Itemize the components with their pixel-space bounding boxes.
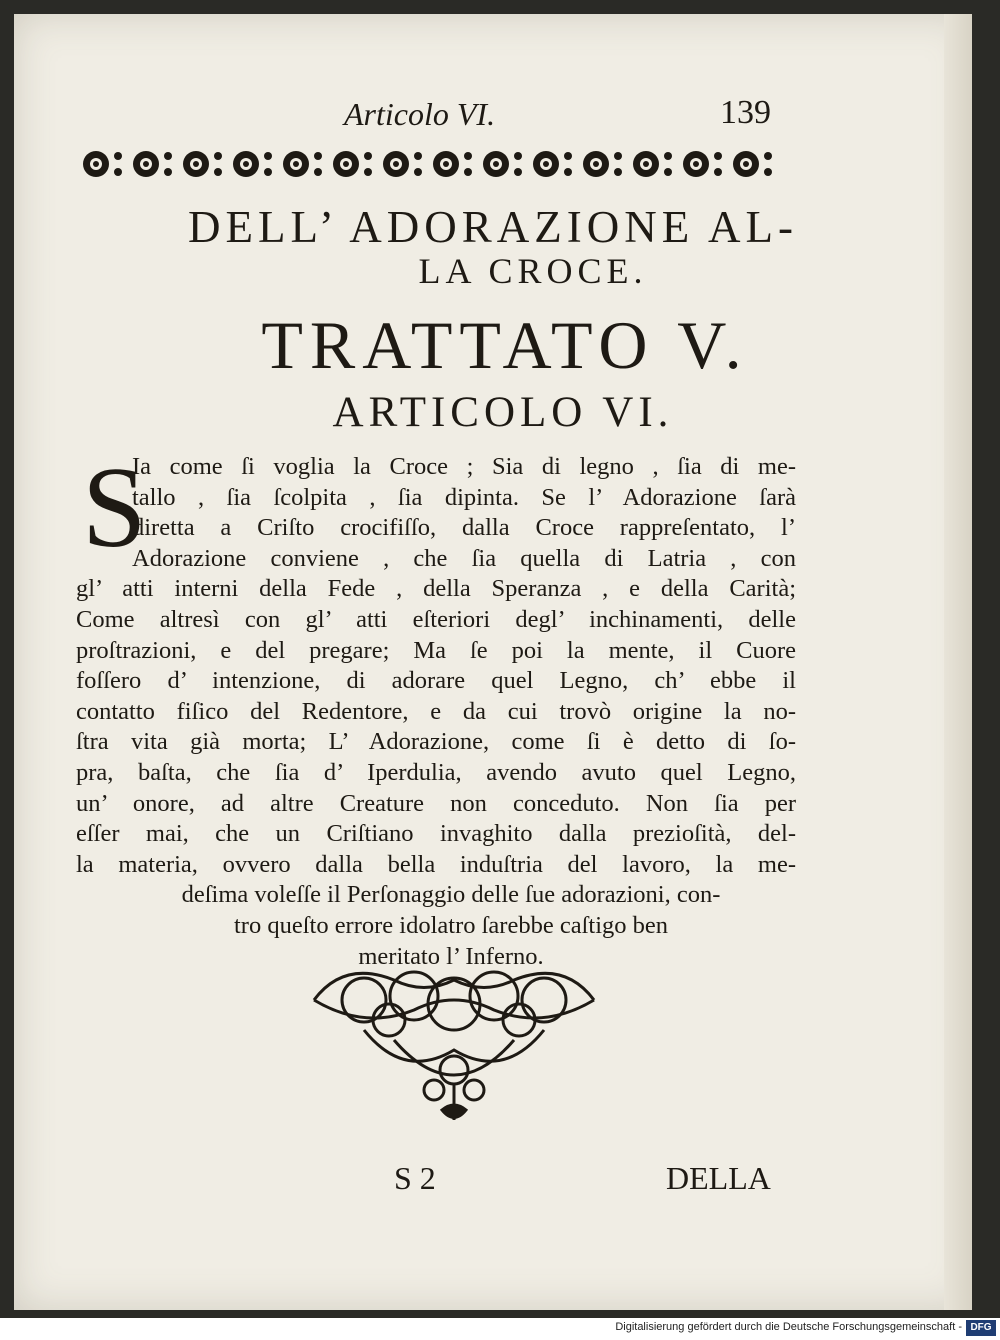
drop-cap: S bbox=[82, 444, 147, 572]
text-line: Ia come ſi voglia la Croce ; Sia di legno , ſia di me- bbox=[132, 453, 796, 480]
text-line: un’ onore, ad altre Creature non conceduto. Non ſia per bbox=[76, 789, 796, 817]
signature-mark: S 2 bbox=[394, 1160, 436, 1196]
text-line: proſtrazioni, e del pregare; Ma ſe poi la mente, il Cuore bbox=[76, 636, 796, 664]
text-line: gl’ atti interni della Fede , della Speranza , e della Carità; bbox=[76, 575, 796, 603]
page-header bbox=[14, 94, 972, 134]
body-text bbox=[76, 444, 796, 972]
text-line: tallo , ſia ſcolpita , ſia dipinta. Se l’ Adorazione ſarà bbox=[132, 483, 796, 511]
text-line: ſtra vita già morta; L’ Adorazione, come ſi è detto di ſo- bbox=[76, 728, 796, 756]
running-title: Articolo VI. bbox=[344, 96, 496, 132]
credit-text: Digitalisierung gefördert durch die Deutsche Forschungsgemeinschaft - bbox=[615, 1321, 962, 1333]
text-line: Come altresì con gl’ atti eſteriori degl’ inchinamenti, delle bbox=[76, 605, 796, 633]
article-heading: ARTICOLO VI. bbox=[332, 389, 674, 436]
text-line: meritato l’ Inferno. bbox=[358, 942, 544, 970]
treatise-heading: TRATTATO V. bbox=[261, 307, 749, 383]
text-line: diretta a Criſto crocifiſſo, dalla Croce rappreſentato, l’ bbox=[132, 514, 796, 542]
text-line: tro queſto errore idolatro ſarebbe caſtigo ben bbox=[233, 911, 668, 939]
page-number: 139 bbox=[720, 94, 771, 131]
calligraphic-knot-vignette-icon bbox=[304, 960, 604, 1130]
floral-border-ornament-icon bbox=[76, 144, 776, 184]
chapter-title-line1: DELL’ ADORAZIONE AL- bbox=[188, 202, 798, 252]
text-line: contatto fiſico del Redentore, e da cui trovò origine la no- bbox=[76, 697, 796, 725]
text-line: pra, baſta, che ſia d’ Iperdulia, avendo avuto quel Legno, bbox=[76, 758, 796, 786]
catchword: DELLA bbox=[666, 1160, 771, 1196]
text-line: deſima voleſſe il Perſonaggio delle ſue adorazioni, con- bbox=[181, 881, 721, 909]
text-line: eſſer mai, che un Criſtiano invaghito dalla prezioſità, del- bbox=[76, 820, 796, 848]
dfg-logo-icon: DFG bbox=[966, 1320, 996, 1336]
digitization-credit-bar bbox=[0, 1318, 1000, 1340]
text-line: Adorazione conviene , che ſia quella di Latria , con bbox=[132, 544, 796, 572]
book-page bbox=[14, 14, 972, 1310]
text-line: la materia, ovvero dalla bella induſtria del lavoro, la me- bbox=[76, 850, 796, 878]
text-line: foſſero d’ intenzione, di adorare quel Legno, ch’ ebbe il bbox=[76, 667, 796, 695]
chapter-title-line2: LA CROCE. bbox=[418, 251, 648, 291]
